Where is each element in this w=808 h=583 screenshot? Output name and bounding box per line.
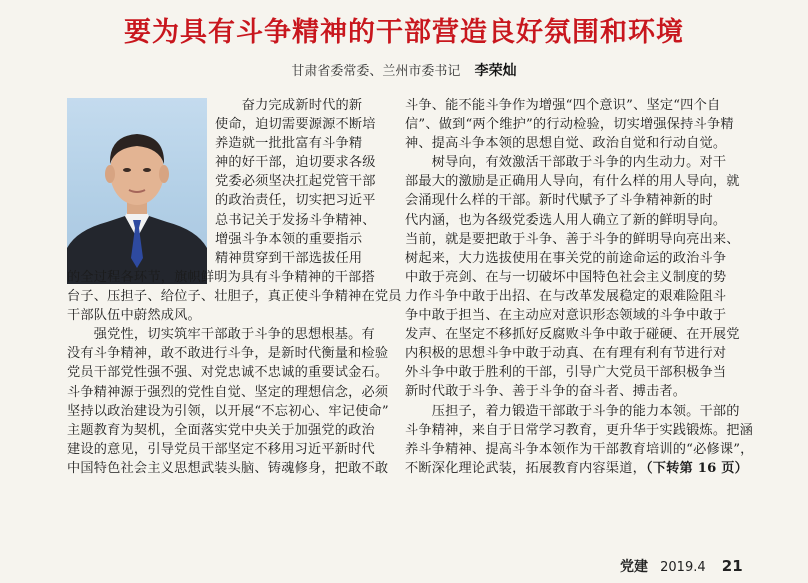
text-line: 树导向，有效激活干部敢于斗争的内生动力。对干 [405, 155, 727, 171]
author-name: 李荣灿 [474, 63, 517, 79]
text-line: 代内涵，也为各级党委选人用人确立了新的鲜明导向。 [405, 212, 727, 228]
author-position: 甘肃省委常委、兰州市委书记 [291, 64, 461, 79]
text-line: 斗争精神，来自于日常学习教育，更升华于实践锻炼。把涵 [405, 422, 754, 438]
text-line-content: 不断深化理论武装，拓展教育内容渠道， [405, 460, 646, 476]
text-line: 发声、在坚定不移抓好反腐败斗争中敢于碰硬、在开展党 [405, 327, 740, 343]
text-line: 会涌现什么样的干部。新时代赋予了斗争精神新的时 [405, 193, 713, 209]
continuation-note: （下转第 16 页） [645, 460, 749, 476]
text-line: 奋力完成新时代的新 [215, 98, 363, 113]
text-line: 养斗争精神、提高斗争本领作为干部教育培训的“必修课”， [405, 441, 754, 457]
text-line: 养造就一批批富有斗争精 [215, 136, 363, 152]
text-line: 建设的意见，引导党员干部坚定不移用习近平新时代 [67, 441, 375, 457]
text-line: 力作斗争中敢于出招、在与改革发展稳定的艰难险阻斗 [405, 288, 727, 304]
text-line: 总书记关于发扬斗争精神、 [215, 212, 376, 228]
left-column-narrow [215, 96, 385, 268]
text-line: 使命，迫切需要源源不断培 [215, 117, 376, 133]
text-line: 党员干部党性强不强、对党忠诚不忠诚的重要试金石。 [67, 365, 389, 381]
issue-number: 2019.4 [660, 560, 706, 575]
text-line: 中敢于亮剑、在与一切破坏中国特色社会主义制度的势 [405, 269, 727, 285]
page-number: 21 [721, 557, 743, 575]
text-line: 争中敢于担当、在主动应对意识形态领域的斗争中敢于 [405, 308, 727, 324]
text-line: 主题教育为契机，全面落实党中央关于加强党的政治 [67, 422, 375, 438]
text-line: 部最大的激励是正确用人导向，有什么样的用人导向，就 [405, 174, 740, 190]
author-photo [67, 98, 207, 284]
text-line: 斗争、能不能斗争作为增强“四个意识”、坚定“四个自 [405, 98, 721, 113]
article-title: 要为具有斗争精神的干部营造良好氛围和环境 [124, 17, 684, 48]
page-footer [620, 556, 790, 576]
text-line: 树起来，大力选拔使用在事关党的前途命运的政治斗争 [405, 250, 727, 266]
left-column-wide [67, 268, 402, 478]
text-line: 中国特色社会主义思想武装头脑、铸魂修身，把敢不敢 [67, 460, 389, 476]
text-line: 党委必须坚决扛起党管干部 [215, 174, 376, 190]
text-line: 内积极的思想斗争中敢于动真、在有理有利有节进行对 [405, 346, 727, 362]
text-line: 台子、压担子、给位子、壮胆子，真正使斗争精神在党员 [67, 289, 402, 305]
byline [0, 60, 808, 80]
text-line: 的全过程各环节，旗帜鲜明为具有斗争精神的干部搭 [67, 270, 375, 285]
text-line: 增强斗争本领的重要指示 [215, 231, 363, 247]
text-line: 压担子，着力锻造干部敢于斗争的能力本领。干部的 [405, 403, 740, 419]
text-line: 精神贯穿到干部选拔任用 [215, 250, 363, 266]
text-line: 神、提高斗争本领的思想自觉、政治自觉和行动自觉。 [405, 136, 727, 152]
text-line-last [405, 459, 749, 478]
text-line: 坚持以政治建设为引领，以开展“不忘初心、牢记使命” [67, 403, 389, 419]
text-line: 强党性，切实筑牢干部敢于斗争的思想根基。有 [67, 327, 375, 343]
text-line: 外斗争中敢于胜利的干部，引导广大党员干部积极争当 [405, 365, 727, 381]
right-column [405, 96, 754, 478]
text-line: 当前，就是要把敢于斗争、善于斗争的鲜明导向亮出来、 [405, 231, 740, 247]
text-line: 干部队伍中蔚然成风。 [67, 308, 201, 324]
text-line: 没有斗争精神，敢不敢进行斗争，是新时代衡量和检验 [67, 346, 389, 362]
text-line: 的政治责任，切实把习近平 [215, 193, 376, 209]
text-line: 新时代敢于斗争、善于斗争的奋斗者、搏击者。 [405, 384, 687, 400]
magazine-name: 党建 [620, 559, 648, 575]
portrait-illustration [67, 98, 207, 284]
text-line: 信”、做到“两个维护”的行动检验，切实增强保持斗争精 [405, 117, 734, 133]
text-line: 神的好干部，迫切要求各级 [215, 155, 376, 171]
text-line: 斗争精神源于强烈的党性自觉、坚定的理想信念，必须 [67, 384, 389, 400]
